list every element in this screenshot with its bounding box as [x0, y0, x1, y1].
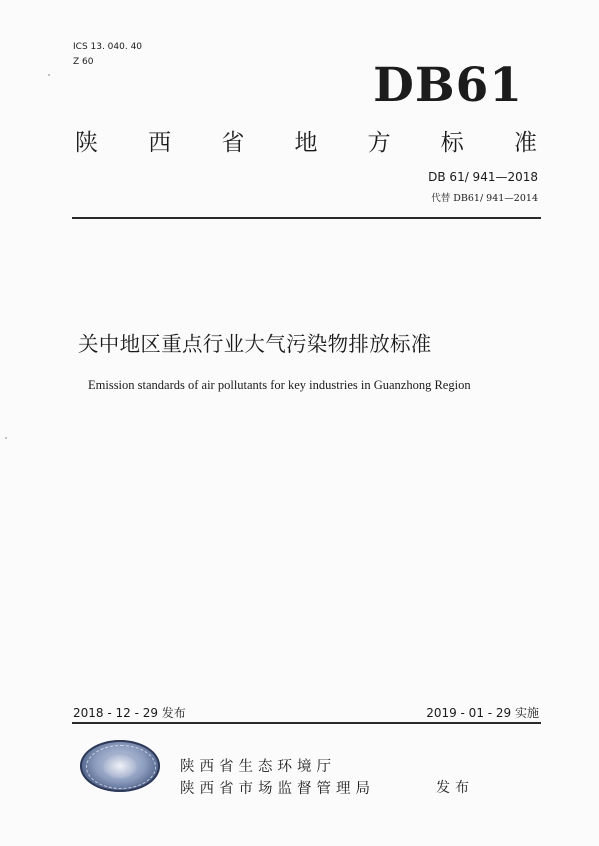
- standard-type-char: 准: [513, 130, 537, 156]
- issue-date: 2018 - 12 - 29 发布: [73, 706, 186, 720]
- footer-divider: [72, 722, 541, 724]
- replaces-standard: 代替 DB61/ 941—2014: [431, 193, 538, 204]
- standard-type-char: 陕: [75, 130, 98, 156]
- official-seal-icon: [80, 740, 160, 792]
- scan-speck: [48, 74, 50, 76]
- publish-label: 发布: [436, 780, 474, 796]
- standard-type: [75, 124, 537, 157]
- issuer-market-regulation: 陕西省市场监督管理局: [180, 781, 375, 797]
- ics-code: ICS 13. 040. 40: [73, 42, 143, 52]
- standard-type-char: 地: [294, 130, 318, 156]
- db-code: DB61: [373, 58, 523, 113]
- standard-type-char: 标: [440, 130, 464, 156]
- scan-speck: [5, 437, 7, 439]
- title-english: Emission standards of air pollutants for key industries in Guanzhong Region: [88, 378, 471, 392]
- standard-type-char: 省: [221, 130, 245, 156]
- implementation-date: 2019 - 01 - 29 实施: [426, 706, 539, 720]
- ccs-code: Z 60: [73, 57, 94, 67]
- seal-emblem: [102, 753, 138, 779]
- issuer-ecology-department: 陕西省生态环境厅: [180, 759, 336, 775]
- standard-type-char: 方: [367, 130, 391, 156]
- classification-codes: [73, 40, 142, 70]
- standard-type-char: 西: [148, 130, 172, 156]
- header-divider: [72, 217, 541, 219]
- standard-number: DB 61/ 941—2018: [428, 170, 538, 184]
- title-chinese: 关中地区重点行业大气污染物排放标准: [78, 332, 432, 356]
